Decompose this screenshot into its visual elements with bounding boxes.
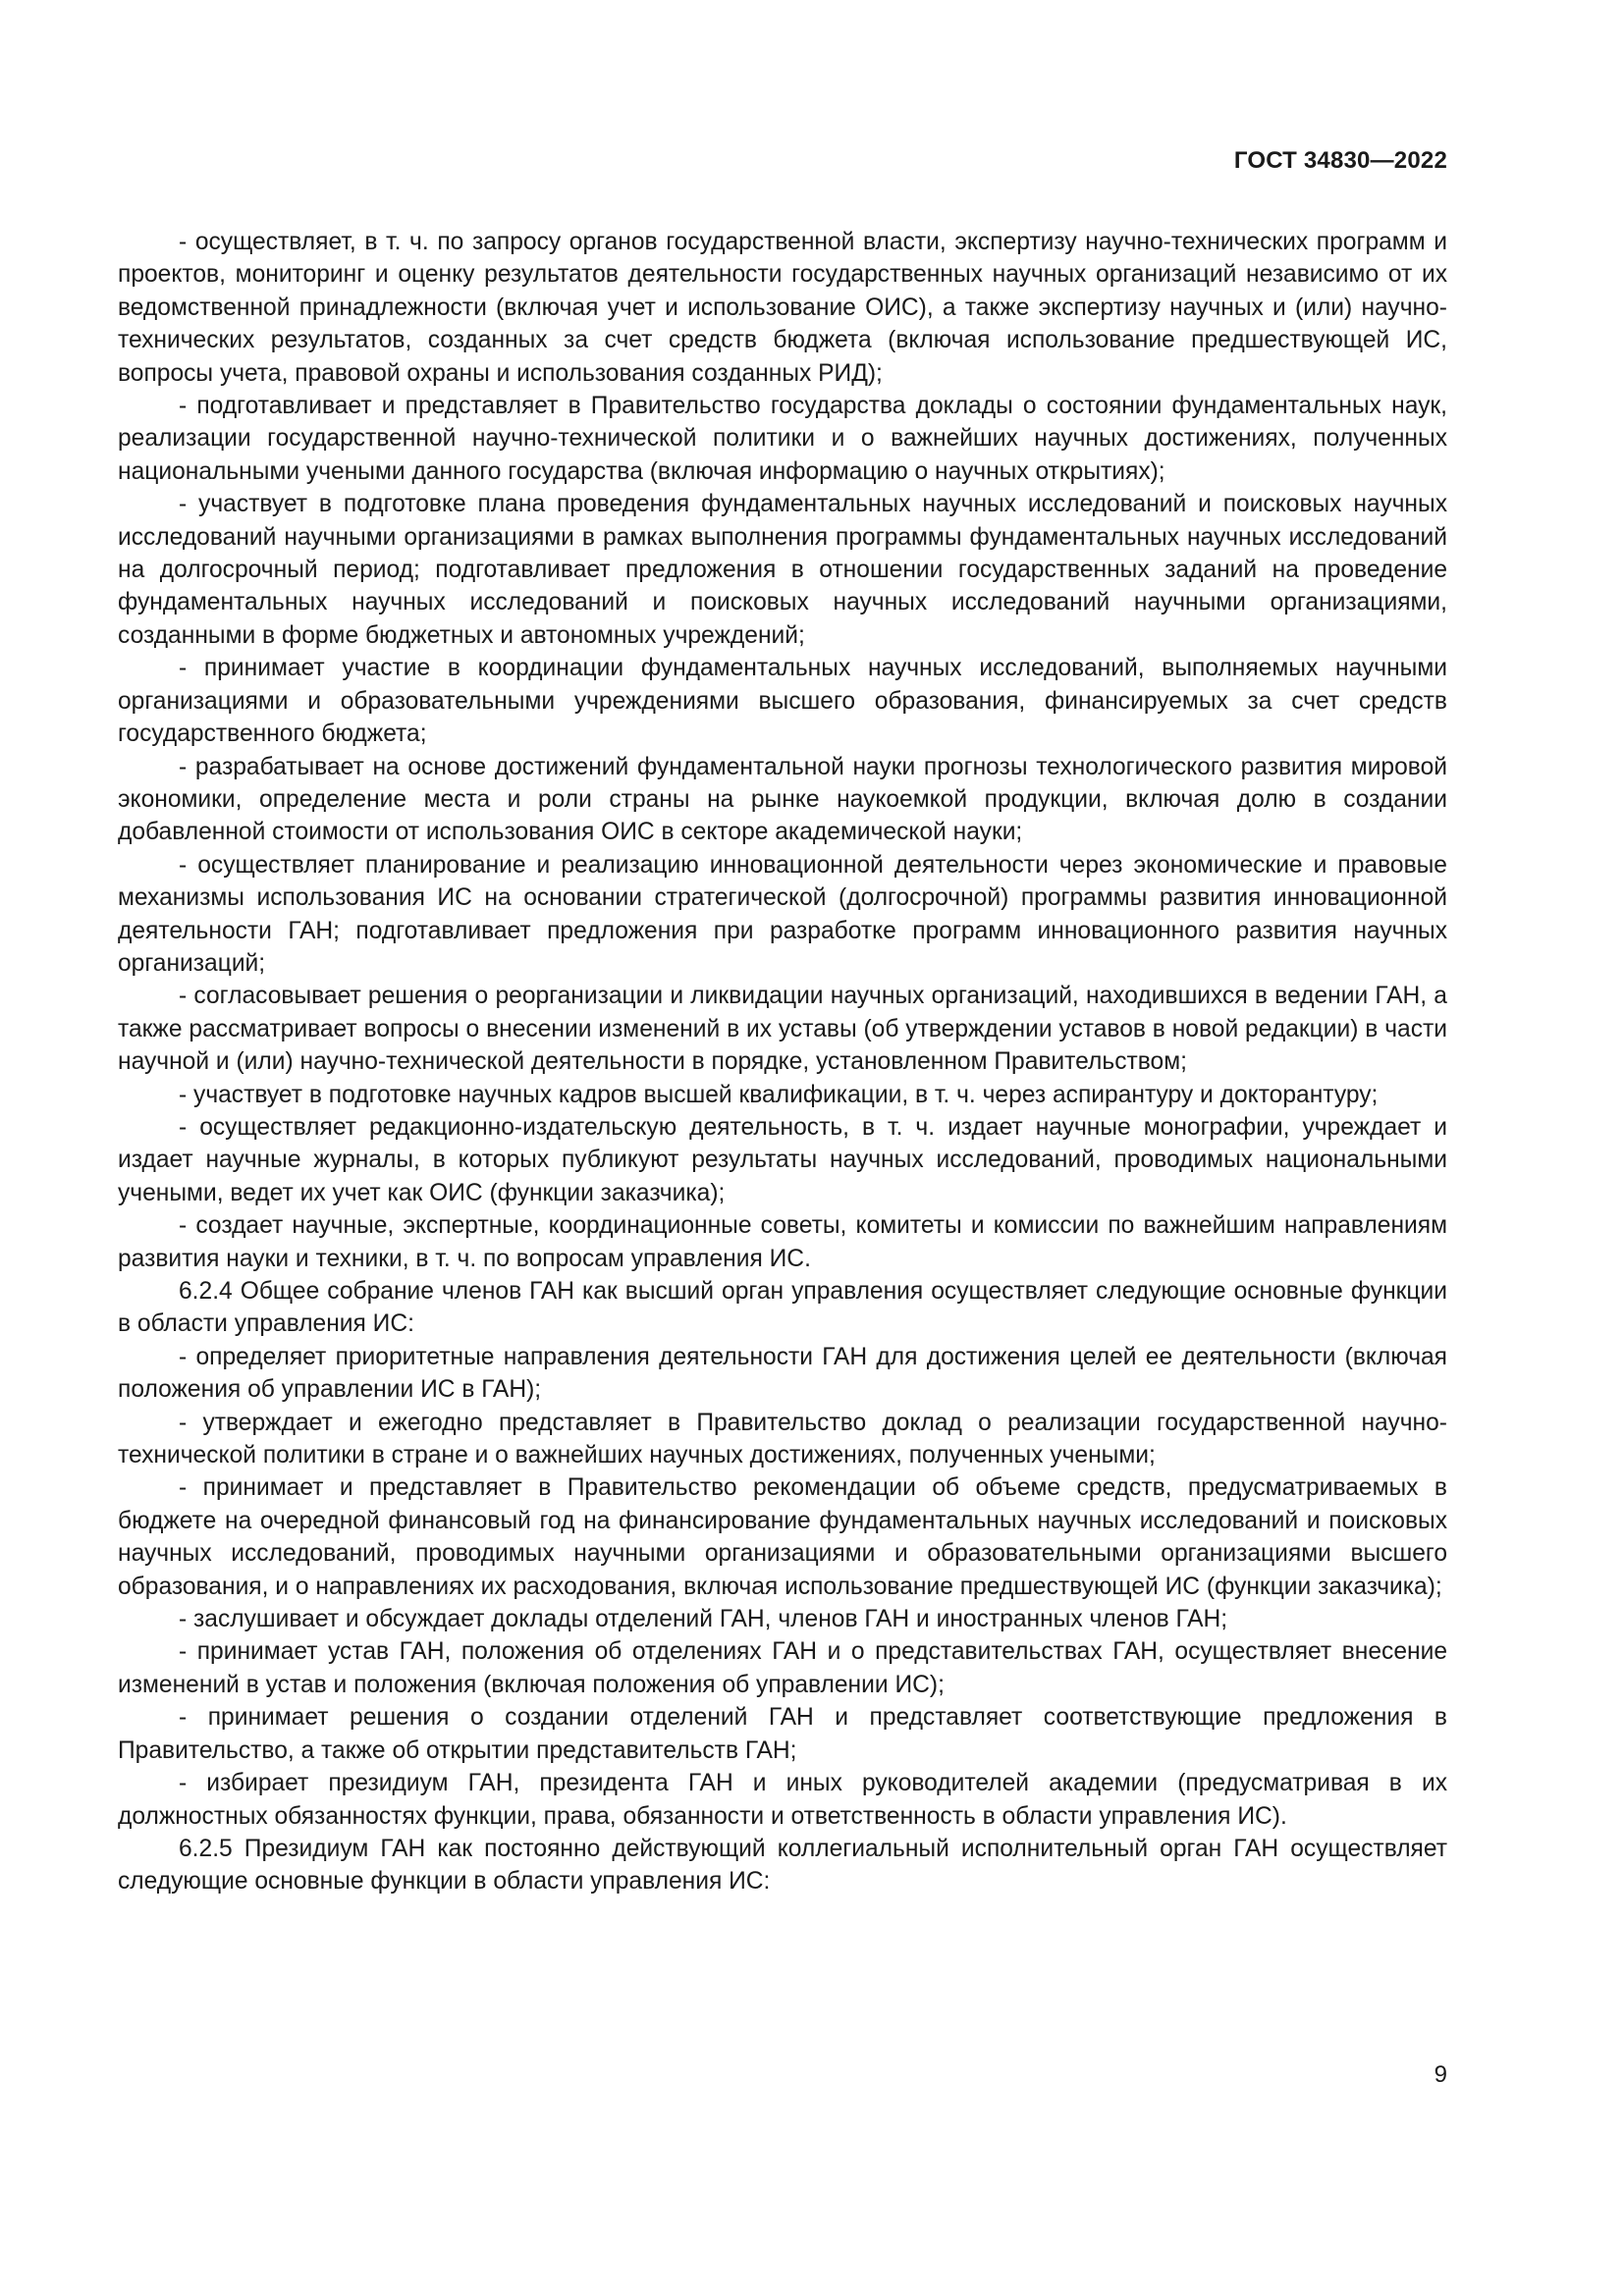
document-header [1234, 147, 1447, 175]
paragraph: - участвует в подготовке научных кадров высшей квалификации, в т. ч. через аспирантуру и докторантуру; [179, 1081, 1379, 1108]
paragraph: - осуществляет редакционно-издательскую деятельность, в т. ч. издает научные монографии, учреждает и издает научные журналы, в которых публикуют результаты научных исследований, проводимых национальными учеными, ведет их учет как ОИС (функции заказчика); [118, 1113, 1447, 1206]
paragraph: - осуществляет, в т. ч. по запросу органов государственной власти, экспертизу научно-технических программ и проектов, мониторинг и оценку результатов деятельности государственных научных организаций независимо от их ведомственной принадлежности (включая учет и использование ОИС), а также экспертизу научных и (или) научно-технических результатов, созданных за счет средств бюджета (включая использование предшествующей ИС, вопросы учета, правовой охраны и использования созданных РИД); [118, 229, 1447, 387]
paragraph: - участвует в подготовке плана проведения фундаментальных научных исследований и поисковых научных исследований научными организациями в рамках выполнения программы фундаментальных научных исследований на долгосрочный период; подготавливает предложения в отношении государственных заданий на проведение фундаментальных научных исследований и поисковых научных исследований научными организациями, созданными в форме бюджетных и автономных учреждений; [118, 491, 1447, 649]
paragraph: - создает научные, экспертные, координационные советы, комитеты и комиссии по важнейшим направлениям развития науки и техники, в т. ч. по вопросам управления ИС. [118, 1212, 1447, 1272]
standard-number: ГОСТ 34830—2022 [1233, 147, 1447, 174]
paragraph: - разрабатывает на основе достижений фундаментальной науки прогнозы технологического развития мировой экономики, определение места и роли страны на рынке наукоемкой продукции, включая долю в создании добавленной стоимости от использования ОИС в секторе академической науки; [118, 753, 1447, 846]
paragraph: - определяет приоритетные направления деятельности ГАН для достижения целей ее деятельности (включая положения об управлении ИС в ГАН); [118, 1343, 1447, 1404]
section-paragraph: 6.2.5 Президиум ГАН как постоянно действующий коллегиальный исполнительный орган ГАН осуществляет следующие основные функции в области управления ИС: [118, 1835, 1447, 1896]
section-paragraph: 6.2.4 Общее собрание членов ГАН как высший орган управления осуществляет следующие основные функции в области управления ИС: [118, 1278, 1447, 1338]
page-number: 9 [1434, 2061, 1447, 2088]
paragraph: - принимает участие в координации фундаментальных научных исследований, выполняемых научными организациями и образовательными учреждениями высшего образования, финансируемых за счет средств государственного бюджета; [118, 655, 1447, 748]
paragraph: - принимает устав ГАН, положения об отделениях ГАН и о представительствах ГАН, осуществляет внесение изменений в устав и положения (включая положения об управлении ИС); [118, 1638, 1447, 1698]
paragraph: - согласовывает решения о реорганизации и ликвидации научных организаций, находившихся в ведении ГАН, а также рассматривает вопросы о внесении изменений в их уставы (об утверждении уставов в новой редакции) в части научной и (или) научно-технической деятельности в порядке, установленном Правительством; [118, 983, 1447, 1076]
document-body [118, 226, 1447, 1898]
paragraph: - осуществляет планирование и реализацию инновационной деятельности через экономические и правовые механизмы использования ИС на основании стратегической (долгосрочной) программы развития инновационной деятельности ГАН; подготавливает предложения при разработке программ инновационного развития научных организаций; [118, 851, 1447, 977]
paragraph: - избирает президиум ГАН, президента ГАН и иных руководителей академии (предусматривая в их должностных обязанностях функции, права, обязанности и ответственность в области управления ИС). [118, 1770, 1447, 1830]
paragraph: - утверждает и ежегодно представляет в Правительство доклад о реализации государственной научно-технической политики в стране и о важнейших научных достижениях, полученных учеными; [118, 1409, 1447, 1469]
paragraph: - принимает решения о создании отделений ГАН и представляет соответствующие предложения в Правительство, а также об открытии представительств ГАН; [118, 1704, 1447, 1764]
paragraph: - принимает и представляет в Правительство рекомендации об объеме средств, предусматриваемых в бюджете на очередной финансовый год на финансирование фундаментальных научных исследований и поисковых научных исследований, проводимых научными организациями и образовательными организациями высшего образования, и о направлениях их расходования, включая использование предшествующей ИС (функции заказчика); [118, 1474, 1447, 1600]
paragraph: - заслушивает и обсуждает доклады отделений ГАН, членов ГАН и иностранных членов ГАН; [179, 1606, 1228, 1633]
paragraph: - подготавливает и представляет в Правительство государства доклады о состоянии фундаментальных наук, реализации государственной научно-технической политики и о важнейших научных достижениях, полученных национальными учеными данного государства (включая информацию о научных открытиях); [118, 393, 1447, 485]
